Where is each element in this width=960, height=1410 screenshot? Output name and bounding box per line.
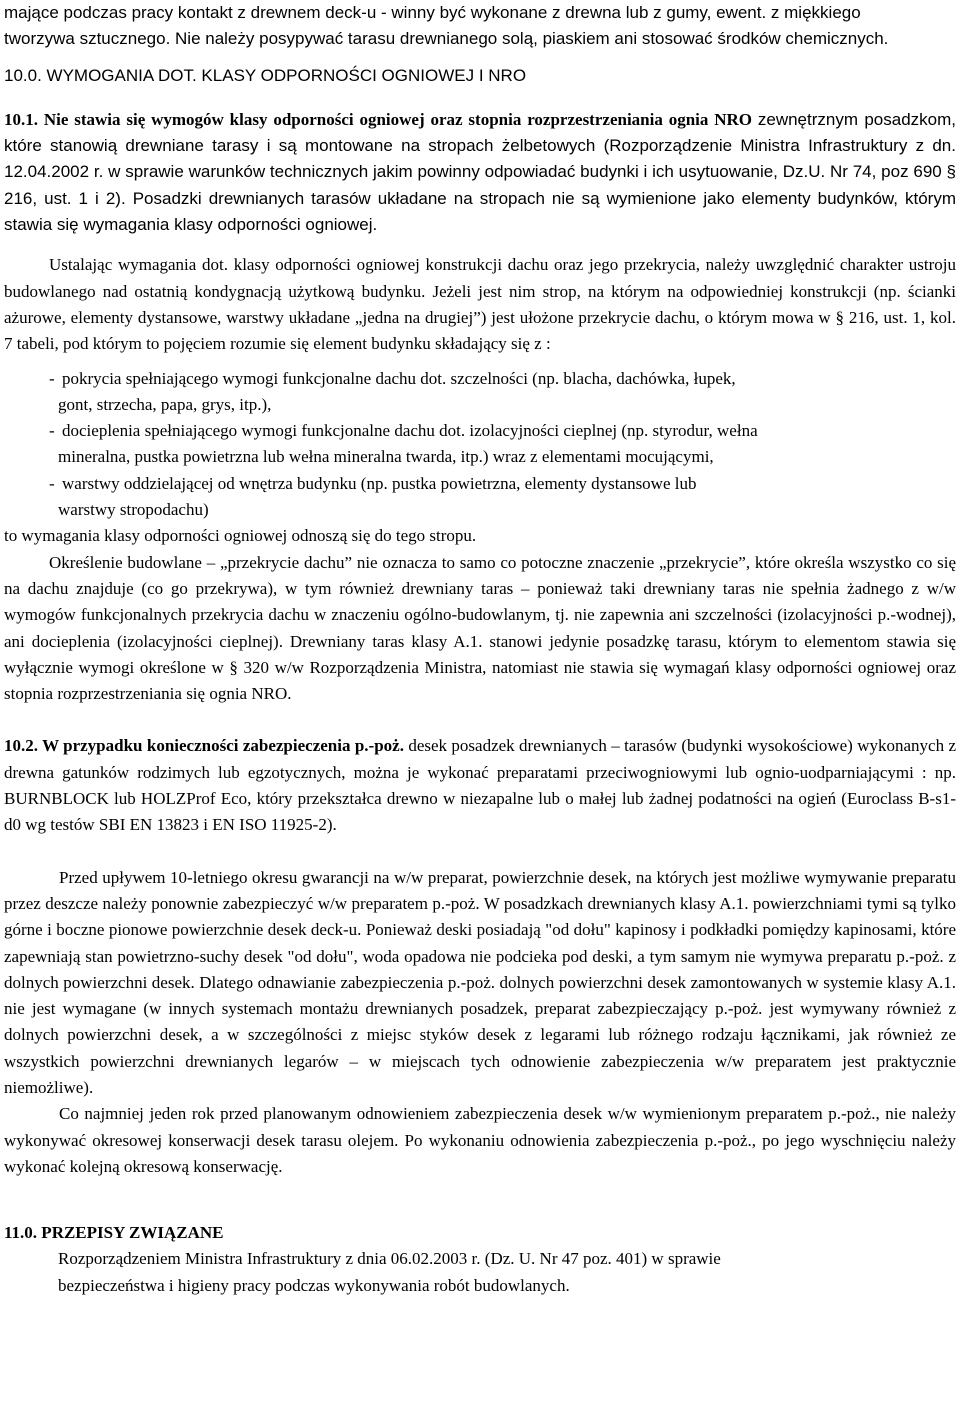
list-item-continuation: gont, strzecha, papa, grys, itp.), — [58, 394, 272, 414]
spacer — [4, 89, 956, 107]
list-item-continuation: warstwy stropodachu) — [58, 500, 209, 520]
paragraph-10-2 — [4, 733, 956, 838]
paragraph-roof-requirements: Ustalając wymagania dot. klasy odporności ogniowej konstrukcji dachu oraz jego przekrycia, należy uwzględnić charakter ustroju budowlanego nad ostatnią kondygnacją użytkową budynku. Jeżeli jest nim strop, na którym na odpowiedniej konstrukcji (np. ścianki ażurowe, elementy dystansowe, warstwy układane „jedna na drugiej”) jest ułożone przekrycie dachu, o którym mowa w § 216, ust. 1, kol. 7 tabeli, pod którym to pojęciem rozumie się element budynku składający się z : — [4, 255, 956, 354]
paragraph-10-1-body: zewnętrznym posadzkom, które stanowią drewniane tarasy i są montowane na stropach żelbetowych (Rozporządzenie Ministra Infrastruktury z dn. 12.04.2002 r. w sprawie warunków technicznych jakim powinny odpowiadać budynki i ich usytuowanie, Dz.U. Nr 74, poz 690 § 216, ust. 1 i 2). Posadzki drewnianych tarasów układane na stropach nie są wymienione jako elementy budynków, którym stawia się wymagania klasy odporności ogniowej. — [4, 109, 956, 235]
section-11-heading: 11.0. PRZEPISY ZWIĄZANE — [4, 1223, 224, 1243]
list-item-text: docieplenia spełniającego wymogi funkcjonalne dachu dot. izolacyjności cieplnej (np. styrodur, wełna — [62, 421, 758, 441]
spacer — [4, 238, 956, 252]
paragraph-10-2-body: desek posadzek drewnianych – tarasów (budynki wysokościowe) wykonanych z drewna gatunków rodzimych lub egzotycznych, można je wykonać preparatami przeciwogniowymi lub ognio-uodparniającymi : np. BURNBLOCK lub HOLZProf Eco, który przekształca drewno w niezapalne lub o małej lub żadnej podatności na ogień (Euroclass B-s1-d0 wg testów SBI EN 13823 i EN ISO 11925-2). — [4, 736, 956, 835]
paragraph-roof-covering-definition: Określenie budowlane – „przekrycie dachu” nie oznacza to samo co potoczne znaczenie „przekrycie”, które określa wszystko co się na dachu znajduje (co go przekrywa), w tym również drewniany taras – ponieważ taki drewniany taras nie spełnia żadnego z w/w wymogów funkcjonalnych przekrycia dachu w znaczeniu ogólno-budowlanym, tj. nie zapewnia ani szczelności (izolacyjności p.-wodnej), ani docieplenia (izolacyjności cieplnej). Drewniany taras klasy A.1. stanowi jedynie posadzkę tarasu, którym to elementom stawia się wyłącznie wymogi określone w § 320 w/w Rozporządzenia Ministra, natomiast nie stawia się wymagań klasy odporności ogniowej oraz stopnia rozprzestrzeniania się ognia NRO. — [4, 552, 956, 704]
spacer — [4, 707, 956, 733]
paragraph-renewal: Przed upływem 10-letniego okresu gwarancji na w/w preparat, powierzchnie desek, na których jest możliwe wymywanie preparatu przez deszcze należy ponownie zabezpieczyć w/w preparatem p.-poż. W posadzkach drewnianych klasy A.1. powierzchniami tymi są tylko górne i boczne pionowe powierzchnie desek deck-u. Ponieważ deski posiadają "od dołu" kapinosy i podkładki pomiędzy kapinosami, które zapewniają stan powietrzno-suchy desek "od dołu", woda opadowa nie podcieka pod deski, a tym samym nie wymywa preparatu p.-poż. z dolnych powierzchni desek. Dlatego odnawianie zabezpieczenia p.-poż. dolnych powierzchni desek zamontowanych w systemie klasy A.1. nie jest wymagane (w innych systemach montażu drewnianych posadzek, preparat zabezpieczający p.-poż. jest wymywany również z dolnych powierzchni desek, a w szczególności z miejsc styków desek z legarami lub różnego rodzaju łącznikami, jak również ze wszystkich powierzchni drewnianych legarów – w miejscach tych odnowienie zabezpieczenia w/w preparatem jest praktycznie niemożliwe). — [4, 867, 956, 1097]
paragraph-maintenance: Co najmniej jeden rok przed planowanym odnowieniem zabezpieczenia desek w/w wymienionym preparatem p.-poż., nie należy wykonywać okresowej konserwacji desek tarasu olejem. Po wykonaniu odnowienia zabezpieczenia p.-poż., po jego wyschnięciu należy wykonać kolejną okresową konserwację. — [4, 1104, 956, 1176]
paragraph-10-1-lead: Nie stawia się wymogów klasy odporności ogniowej oraz stopnia rozprzestrzeniania ognia NRO — [38, 109, 752, 129]
list-item-continuation: mineralna, pustka powietrzna lub wełna mineralna twarda, itp.) wraz z elementami mocującymi, — [58, 447, 714, 467]
list-item — [4, 366, 956, 392]
regulation-line-1: Rozporządzeniem Ministra Infrastruktury z dnia 06.02.2003 r. (Dz. U. Nr 47 poz. 401) w sprawie — [58, 1249, 721, 1269]
list-item-text: pokrycia spełniającego wymogi funkcjonalne dachu dot. szczelności (np. blacha, dachówka, łupek, — [62, 368, 736, 388]
paragraph-requirements-apply: to wymagania klasy odporności ogniowej odnoszą się do tego stropu. — [4, 526, 477, 546]
spacer — [4, 839, 956, 865]
paragraph-10-1 — [4, 107, 956, 238]
intro-line-2: tworzywa sztucznego. Nie należy posypywać tarasu drewnianego solą, piaskiem ani stosować środków chemicznych. — [4, 29, 889, 49]
list-dash: - — [49, 473, 55, 493]
list-dash: - — [49, 421, 55, 441]
list-item — [4, 418, 956, 444]
list-item — [4, 471, 956, 497]
paragraph-10-2-lead: 10.2. W przypadku konieczności zabezpieczenia p.-poż. — [4, 736, 404, 756]
intro-line-1: mające podczas pracy kontakt z drewnem deck-u - winny być wykonane z drewna lub z gumy, ewent. z miękkiego — [4, 3, 861, 22]
paragraph-10-1-number: 10.1. — [4, 109, 38, 129]
list-item-text: warstwy oddzielającej od wnętrza budynku (np. pustka powietrzna, elementy dystansowe lub — [62, 473, 697, 493]
roof-layers-list — [4, 366, 956, 524]
spacer — [4, 358, 956, 366]
list-dash: - — [49, 368, 55, 388]
regulation-line-2: bezpieczeństwa i higieny pracy podczas wykonywania robót budowlanych. — [58, 1275, 570, 1295]
section-10-heading: 10.0. WYMOGANIA DOT. KLASY ODPORNOŚCI OGNIOWEJ I NRO — [4, 65, 527, 85]
spacer — [4, 1180, 956, 1220]
spacer — [4, 53, 956, 63]
